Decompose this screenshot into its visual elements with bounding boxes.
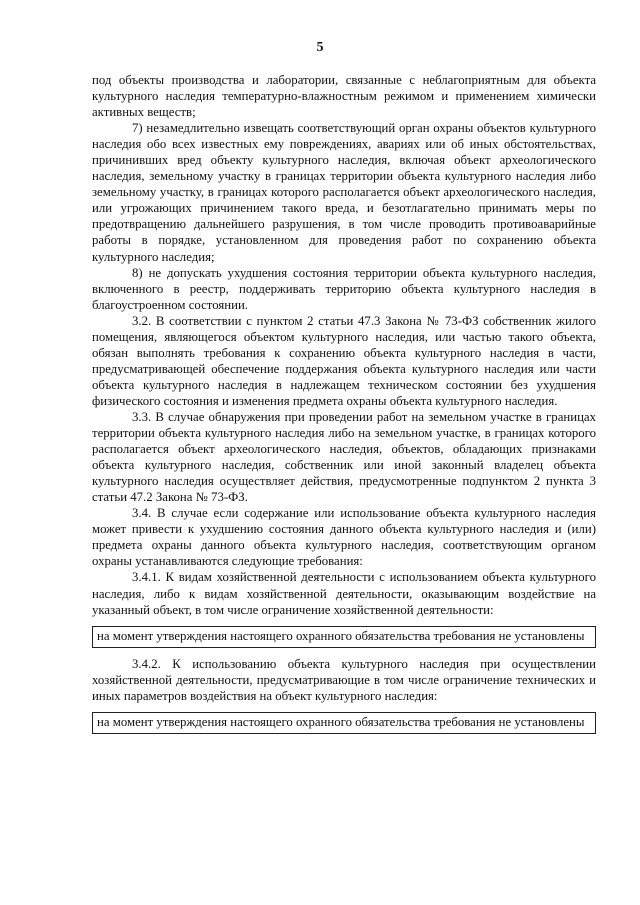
paragraph-3-4-1: 3.4.1. К видам хозяйственной деятельности с использованием объекта культурного наследия, либо к видам хозяйственной деятельности, оказывающим воздействие на указанный объект, в том числе ограничение хозяйственной деятельности: [92,570,596,617]
document-body [92,72,596,742]
requirements-box-2: на момент утверждения настоящего охранного обязательства требования не установлены [92,712,596,734]
paragraph-3-4-2: 3.4.2. К использованию объекта культурного наследия при осуществлении хозяйственной деятельности, предусматривающие в том числе ограничение технических и иных параметров воздействия на объект культурного наследия: [92,656,596,703]
paragraph-3-2: 3.2. В соответствии с пунктом 2 статьи 47.3 Закона № 73-ФЗ собственник жилого помещения, являющегося объектом культурного наследия, или частью такого объекта, обязан выполнять требования к сохранению объекта культурного наследия в части, предусматривающей обеспечение поддержания объекта культурного наследия или части объекта культурного наследия в надлежащем техническом состоянии без ухудшения физического состояния и изменения предмета охраны объекта культурного наследия. [92,313,596,408]
paragraph-item-7: 7) незамедлительно извещать соответствующий орган охраны объектов культурного наследия обо всех известных ему повреждениях, авариях или об иных обстоятельствах, причинивших вред объекту культурного наследия, включая объект археологического наследия, земельному участку в границах территории объекта культурного наследия либо земельному участку, в границах которого располагается объект археологического наследия, или угрожающих причинением такого вреда, и безотлагательно принимать меры по предотвращению дальнейшего разрушения, в том числе проводить противоаварийные работы в порядке, установленном для проведения работ по сохранению объекта культурного наследия; [92,121,596,264]
requirements-box-1: на момент утверждения настоящего охранного обязательства требования не установлены [92,626,596,648]
paragraph-3-3: 3.3. В случае обнаружения при проведении работ на земельном участке в границах территории объекта культурного наследия либо на земельном участке, в границах которого располагается объект археологического наследия, объектов, обладающих признаками объекта культурного наследия, собственник или иной законный владелец объекта культурного наследия осуществляет действия, предусмотренные подпунктом 2 пункта 3 статьи 47.2 Закона № 73-ФЗ. [92,409,596,505]
page-number: 5 [316,40,324,55]
paragraph-item-8: 8) не допускать ухудшения состояния территории объекта культурного наследия, включенного в реестр, поддерживать территорию объекта культурного наследия в благоустроенном состоянии. [92,265,596,312]
paragraph-3-4: 3.4. В случае если содержание или использование объекта культурного наследия может привести к ухудшению состояния данного объекта культурного наследия и (или) предмета охраны данного объекта культурного наследия, соответствующим органом охраны устанавливаются следующие требования: [92,506,596,569]
paragraph-continuation: под объекты производства и лаборатории, связанные с неблагоприятным для объекта культурного наследия температурно-влажностным режимом и применением химически активных веществ; [92,73,596,120]
